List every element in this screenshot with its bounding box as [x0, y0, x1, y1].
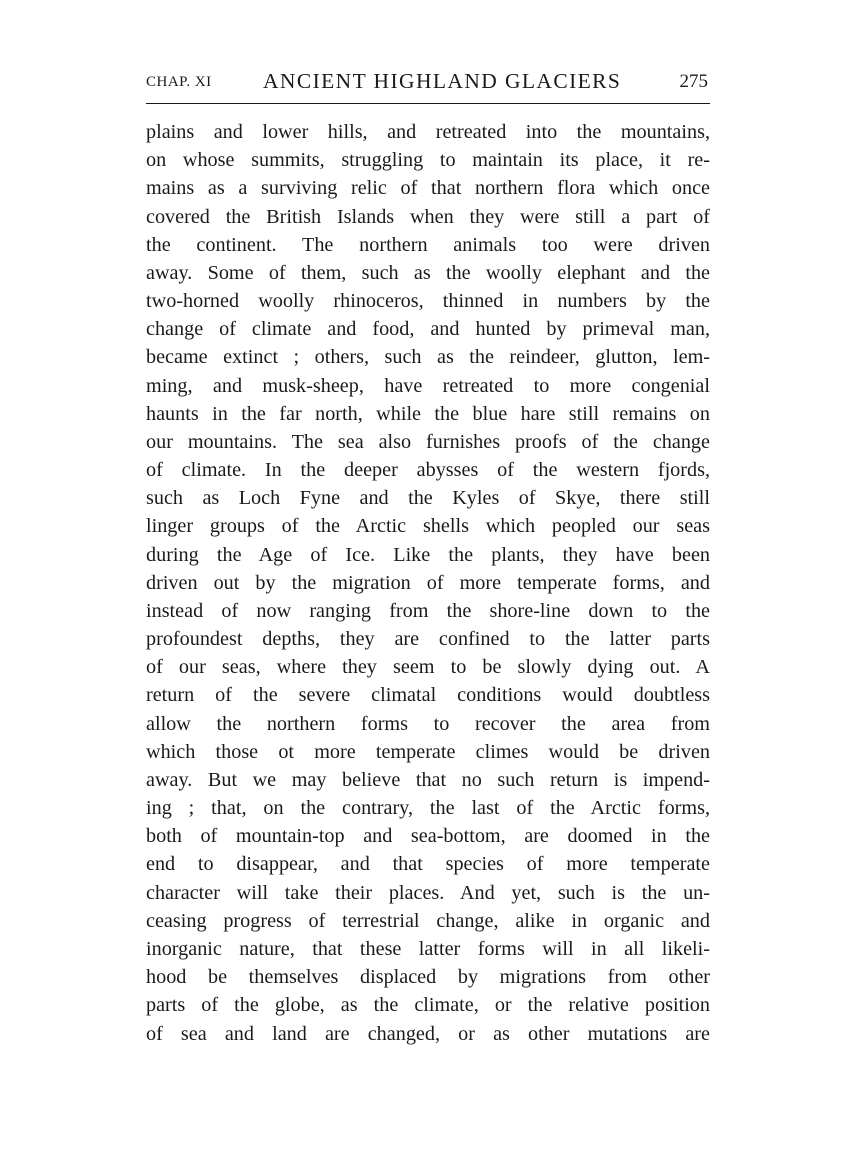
text-line: return of the severe climatal conditions would doubtless — [146, 684, 710, 707]
text-line: parts of the globe, as the climate, or the relative position — [146, 994, 710, 1017]
text-line: became extinct ; others, such as the reindeer, glutton, lem- — [146, 346, 710, 369]
text-line: mains as a surviving relic of that northern flora which once — [146, 177, 710, 200]
text-line: ming, and musk-sheep, have retreated to more congenial — [146, 374, 710, 397]
text-line: on whose summits, struggling to maintain its place, it re- — [146, 149, 710, 172]
chapter-title: ANCIENT HIGHLAND GLACIERS — [263, 69, 622, 93]
page-number: 275 — [679, 71, 708, 92]
text-line: instead of now ranging from the shore-line down to the — [146, 599, 710, 622]
text-line: haunts in the far north, while the blue hare still remains on — [146, 402, 710, 425]
text-line: such as Loch Fyne and the Kyles of Skye, there still — [146, 487, 710, 510]
text-line: plains and lower hills, and retreated into the mountains, — [146, 121, 710, 143]
running-head — [146, 68, 708, 96]
text-line: character will take their places. And yet, such is the un- — [146, 881, 710, 904]
text-line: away. Some of them, such as the woolly elephant and the — [146, 261, 710, 284]
body-text — [146, 118, 710, 1048]
text-line: of climate. In the deeper abysses of the western fjords, — [146, 459, 710, 482]
text-line: hood be themselves displaced by migrations from other — [146, 966, 710, 989]
text-line: allow the northern forms to recover the area from — [146, 712, 710, 735]
text-line: of our seas, where they seem to be slowly dying out. A — [146, 656, 710, 679]
text-line: driven out by the migration of more temperate forms, and — [146, 571, 710, 594]
text-line: which those ot more temperate climes would be driven — [146, 740, 710, 763]
text-line: two-horned woolly rhinoceros, thinned in numbers by the — [146, 290, 710, 313]
header-rule — [146, 103, 710, 104]
text-line: profoundest depths, they are confined to the latter parts — [146, 628, 710, 651]
text-line: inorganic nature, that these latter forms will in all likeli- — [146, 937, 710, 960]
text-line: covered the British Islands when they were still a part of — [146, 205, 710, 228]
text-line: away. But we may believe that no such return is impend- — [146, 768, 710, 791]
text-line: change of climate and food, and hunted by primeval man, — [146, 318, 710, 341]
text-line: end to disappear, and that species of more temperate — [146, 853, 710, 876]
text-line: ing ; that, on the contrary, the last of the Arctic forms, — [146, 797, 710, 820]
text-line: our mountains. The sea also furnishes proofs of the change — [146, 430, 710, 453]
chapter-label: CHAP. XI — [146, 74, 212, 90]
text-line: both of mountain-top and sea-bottom, are doomed in the — [146, 825, 710, 848]
text-line: the continent. The northern animals too were driven — [146, 233, 710, 256]
text-line: linger groups of the Arctic shells which peopled our seas — [146, 515, 710, 538]
text-line: ceasing progress of terrestrial change, alike in organic and — [146, 909, 710, 932]
text-line: during the Age of Ice. Like the plants, they have been — [146, 543, 710, 566]
text-line: of sea and land are changed, or as other mutations are — [146, 1022, 710, 1045]
